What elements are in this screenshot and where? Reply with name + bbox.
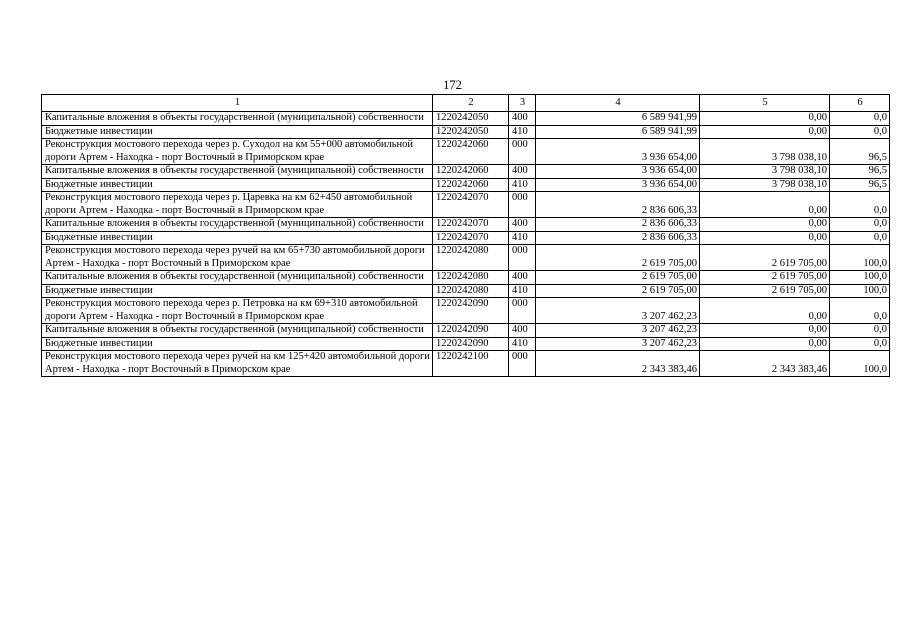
table-row [42,125,890,139]
row-percent-cell: 0,0 [830,337,890,351]
row-percent-cell: 0,0 [830,125,890,139]
row-code-cell: 1220242090 [433,298,509,324]
table-row [42,351,890,377]
row-name-cell: Бюджетные инвестиции [42,178,433,192]
row-percent-cell: 0,0 [830,324,890,338]
table-row [42,178,890,192]
row-name-cell: Капитальные вложения в объекты государственной (муниципальной) собственности [42,165,433,179]
row-percent-cell: 0,0 [830,218,890,232]
table-row [42,218,890,232]
row-name-cell: Бюджетные инвестиции [42,337,433,351]
row-plan-cell: 2 619 705,00 [536,245,700,271]
table-row [42,245,890,271]
row-type-cell: 410 [509,231,536,245]
row-type-cell: 000 [509,192,536,218]
table-row [42,139,890,165]
row-percent-cell: 96,5 [830,139,890,165]
row-name-cell: Бюджетные инвестиции [42,284,433,298]
row-fact-cell: 3 798 038,10 [700,165,830,179]
row-name-cell: Капитальные вложения в объекты государственной (муниципальной) собственности [42,324,433,338]
row-fact-cell: 2 343 383,46 [700,351,830,377]
row-type-cell: 000 [509,245,536,271]
page-number: 172 [443,78,462,92]
row-fact-cell: 0,00 [700,337,830,351]
row-name-cell: Реконструкция мостового перехода через р. Суходол на км 55+000 автомобильной дороги Артем - Находка - порт Восточный в Приморском крае [42,139,433,165]
row-name-cell: Реконструкция мостового перехода через р. Царевка на км 62+450 автомобильной дороги Артем - Находка - порт Восточный в Приморском крае [42,192,433,218]
row-type-cell: 000 [509,139,536,165]
column-header-4: 4 [536,95,700,112]
table-row [42,271,890,285]
row-code-cell: 1220242100 [433,351,509,377]
row-type-cell: 410 [509,284,536,298]
row-code-cell: 1220242050 [433,112,509,126]
column-header-2: 2 [433,95,509,112]
row-plan-cell: 6 589 941,99 [536,125,700,139]
row-code-cell: 1220242050 [433,125,509,139]
row-name-cell: Реконструкция мостового перехода через р. Петровка на км 69+310 автомобильной дороги Артем - Находка - порт Восточный в Приморском крае [42,298,433,324]
row-fact-cell: 0,00 [700,125,830,139]
row-percent-cell: 96,5 [830,165,890,179]
row-name-cell: Бюджетные инвестиции [42,231,433,245]
row-percent-cell: 0,0 [830,231,890,245]
table-row [42,231,890,245]
row-name-cell: Капитальные вложения в объекты государственной (муниципальной) собственности [42,218,433,232]
table-row [42,324,890,338]
row-percent-cell: 0,0 [830,192,890,218]
table-row [42,112,890,126]
row-plan-cell: 3 936 654,00 [536,165,700,179]
row-code-cell: 1220242080 [433,271,509,285]
table-row [42,284,890,298]
row-plan-cell: 3 207 462,23 [536,324,700,338]
row-type-cell: 400 [509,271,536,285]
row-type-cell: 400 [509,165,536,179]
column-header-1: 1 [42,95,433,112]
row-fact-cell: 3 798 038,10 [700,139,830,165]
table-row [42,298,890,324]
row-type-cell: 400 [509,112,536,126]
row-name-cell: Капитальные вложения в объекты государственной (муниципальной) собственности [42,112,433,126]
row-plan-cell: 2 836 606,33 [536,192,700,218]
row-type-cell: 000 [509,298,536,324]
row-plan-cell: 3 936 654,00 [536,178,700,192]
row-code-cell: 1220242090 [433,324,509,338]
row-plan-cell: 2 836 606,33 [536,231,700,245]
row-code-cell: 1220242070 [433,231,509,245]
row-plan-cell: 2 343 383,46 [536,351,700,377]
row-percent-cell: 0,0 [830,112,890,126]
row-fact-cell: 0,00 [700,112,830,126]
row-plan-cell: 3 936 654,00 [536,139,700,165]
row-percent-cell: 96,5 [830,178,890,192]
column-header-3: 3 [509,95,536,112]
row-percent-cell: 0,0 [830,298,890,324]
row-type-cell: 400 [509,218,536,232]
table-row [42,165,890,179]
row-plan-cell: 2 619 705,00 [536,271,700,285]
row-percent-cell: 100,0 [830,351,890,377]
row-code-cell: 1220242060 [433,165,509,179]
row-type-cell: 410 [509,337,536,351]
row-code-cell: 1220242060 [433,178,509,192]
budget-table [41,94,890,377]
column-header-5: 5 [700,95,830,112]
row-plan-cell: 3 207 462,23 [536,337,700,351]
row-fact-cell: 3 798 038,10 [700,178,830,192]
table-row [42,192,890,218]
table-row [42,337,890,351]
row-fact-cell: 2 619 705,00 [700,284,830,298]
row-plan-cell: 6 589 941,99 [536,112,700,126]
row-code-cell: 1220242060 [433,139,509,165]
column-header-6: 6 [830,95,890,112]
row-fact-cell: 2 619 705,00 [700,245,830,271]
row-plan-cell: 2 836 606,33 [536,218,700,232]
row-plan-cell: 3 207 462,23 [536,298,700,324]
row-fact-cell: 0,00 [700,231,830,245]
row-percent-cell: 100,0 [830,245,890,271]
row-percent-cell: 100,0 [830,271,890,285]
row-percent-cell: 100,0 [830,284,890,298]
row-code-cell: 1220242090 [433,337,509,351]
row-code-cell: 1220242070 [433,218,509,232]
row-code-cell: 1220242080 [433,284,509,298]
row-type-cell: 000 [509,351,536,377]
column-number-row [42,95,890,112]
row-code-cell: 1220242080 [433,245,509,271]
row-name-cell: Реконструкция мостового перехода через ручей на км 65+730 автомобильной дороги Артем - Находка - порт Восточный в Приморском крае [42,245,433,271]
table-body [42,112,890,377]
row-code-cell: 1220242070 [433,192,509,218]
row-plan-cell: 2 619 705,00 [536,284,700,298]
row-fact-cell: 0,00 [700,298,830,324]
row-name-cell: Реконструкция мостового перехода через ручей на км 125+420 автомобильной дороги Артем - Находка - порт Восточный в Приморском крае [42,351,433,377]
row-type-cell: 400 [509,324,536,338]
row-type-cell: 410 [509,125,536,139]
row-type-cell: 410 [509,178,536,192]
row-name-cell: Капитальные вложения в объекты государственной (муниципальной) собственности [42,271,433,285]
row-fact-cell: 0,00 [700,324,830,338]
row-name-cell: Бюджетные инвестиции [42,125,433,139]
row-fact-cell: 2 619 705,00 [700,271,830,285]
row-fact-cell: 0,00 [700,218,830,232]
row-fact-cell: 0,00 [700,192,830,218]
